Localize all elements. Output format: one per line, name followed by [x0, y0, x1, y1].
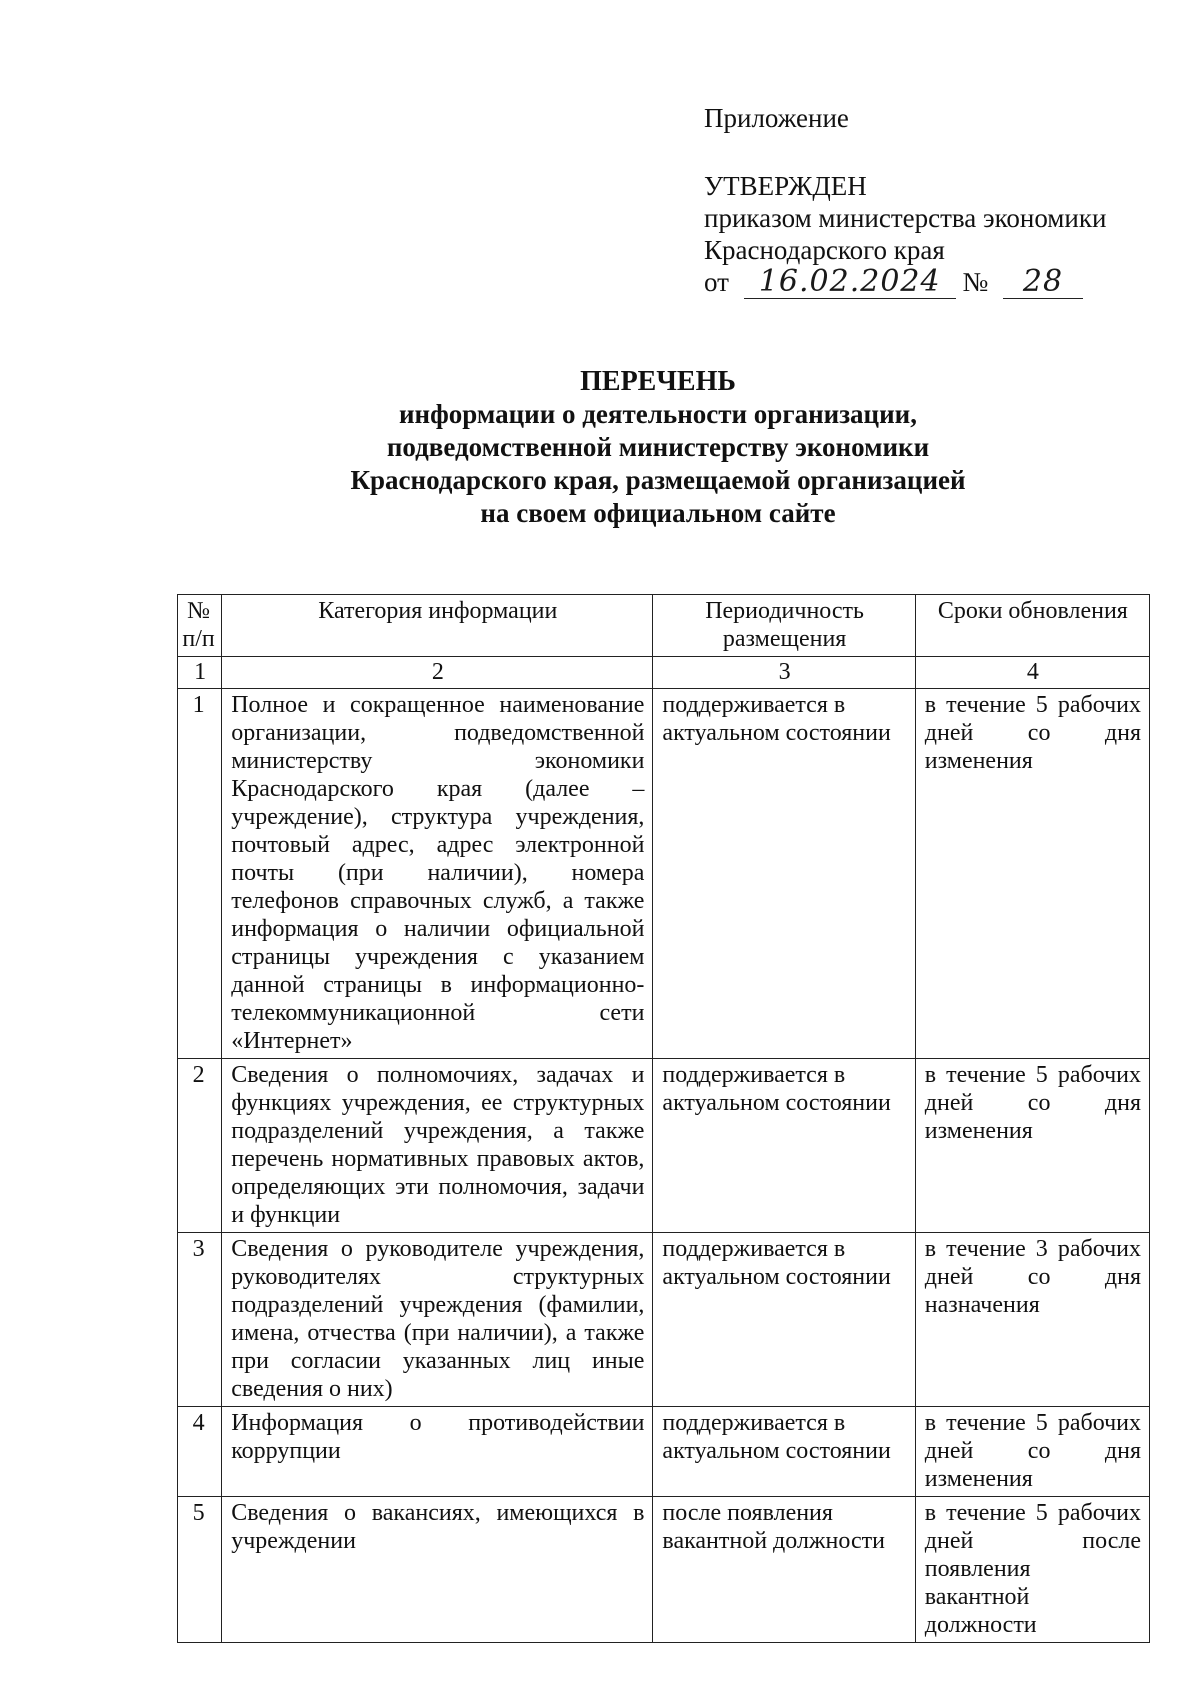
- row-category: Сведения о руководителе учреждения, руководителях структурных подразделений учреждения (фамилии, имена, отчества (при наличии), а также при согласии указанных лиц иные сведения о них): [222, 1233, 653, 1407]
- table-index-row: [178, 657, 1150, 689]
- row-category: Сведения о вакансиях, имеющихся в учреждении: [222, 1497, 653, 1643]
- index-cell: 1: [178, 657, 222, 689]
- header-category: Категория информации: [222, 595, 653, 657]
- information-table: [177, 594, 1150, 1643]
- title-head: ПЕРЕЧЕНЬ: [580, 366, 736, 397]
- row-periodicity: поддерживается в актуальном состоянии: [653, 1233, 915, 1407]
- handwritten-date: 16.02.2024: [744, 266, 956, 299]
- row-number: 1: [178, 689, 222, 1059]
- table-row: [178, 1407, 1150, 1497]
- table-row: [178, 689, 1150, 1059]
- row-periodicity: поддерживается в актуальном состоянии: [653, 1059, 915, 1233]
- row-periodicity: после появления вакантной должности: [653, 1497, 915, 1643]
- index-cell: 2: [222, 657, 653, 689]
- handwritten-number: 28: [1003, 266, 1083, 299]
- index-cell: 4: [915, 657, 1149, 689]
- table-row: [178, 1497, 1150, 1643]
- approval-order-line: приказом министерства экономики: [704, 203, 1107, 233]
- document-title: [0, 365, 1200, 530]
- row-deadline: в течение 5 рабочих дней со дня изменения: [915, 689, 1149, 1059]
- approval-block: [704, 102, 1174, 299]
- index-cell: 3: [653, 657, 915, 689]
- row-category: Сведения о полномочиях, задачах и функциях учреждения, ее структурных подразделений учреждения, а также перечень нормативных правовых актов, определяющих эти полномочия, задачи и функции: [222, 1059, 653, 1233]
- row-number: 4: [178, 1407, 222, 1497]
- row-deadline: в течение 3 рабочих дней со дня назначения: [915, 1233, 1149, 1407]
- row-periodicity: поддерживается в актуальном состоянии: [653, 1407, 915, 1497]
- approval-region-line: Краснодарского края: [704, 235, 945, 265]
- header-number: № п/п: [178, 595, 222, 657]
- title-line-2: подведомственной министерству экономики: [386, 432, 930, 462]
- approval-date-line: [704, 266, 1174, 299]
- row-category: Информация о противодействии коррупции: [222, 1407, 653, 1497]
- approved-label: УТВЕРЖДЕН: [704, 171, 867, 201]
- row-number: 5: [178, 1497, 222, 1643]
- title-line-3: Краснодарского края, размещаемой организацией: [350, 465, 966, 495]
- header-deadline: Сроки обновления: [915, 595, 1149, 657]
- header-periodicity: Периодичность размещения: [653, 595, 915, 657]
- title-line-4: на своем официальном сайте: [480, 498, 836, 528]
- title-line-1: информации о деятельности организации,: [399, 399, 917, 429]
- row-periodicity: поддерживается в актуальном состоянии: [653, 689, 915, 1059]
- row-number: 3: [178, 1233, 222, 1407]
- row-deadline: в течение 5 рабочих дней после появления вакантной должности: [915, 1497, 1149, 1643]
- number-prefix: №: [962, 267, 989, 297]
- row-category: Полное и сокращенное наименование организации, подведомственной министерству экономики Краснодарского края (далее – учреждение), структура учреждения, почтовый адрес, адрес электронной почты (при наличии), номера телефонов справочных служб, а также информация о наличии официальной страницы учреждения с указанием данной страницы в информационно-телекоммуникационной сети «Интернет»: [222, 689, 653, 1059]
- table-header-row: [178, 595, 1150, 657]
- row-deadline: в течение 5 рабочих дней со дня изменения: [915, 1059, 1149, 1233]
- date-prefix: от: [704, 267, 729, 297]
- row-deadline: в течение 5 рабочих дней со дня изменения: [915, 1407, 1149, 1497]
- appendix-label: Приложение: [704, 103, 849, 133]
- table-row: [178, 1059, 1150, 1233]
- row-number: 2: [178, 1059, 222, 1233]
- table-row: [178, 1233, 1150, 1407]
